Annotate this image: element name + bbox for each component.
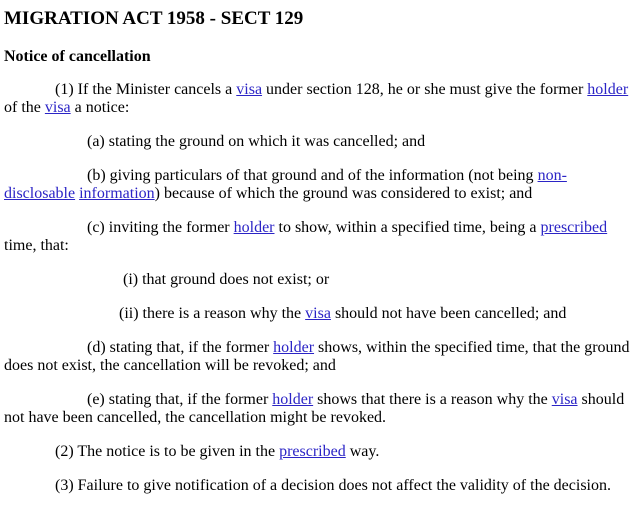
visa-link[interactable]: visa <box>551 391 578 408</box>
non-disclosable-link-part-1: non- <box>537 167 567 184</box>
non-disclosable-link-part-2: disclosable <box>4 185 76 202</box>
paragraph-c-text-b: to show, within a specified time, being a <box>274 219 541 236</box>
subsection-3-text: (3) Failure to give notification of a decision does not affect the validity of the decision. <box>55 477 611 494</box>
paragraph-e-text-c: should not have been cancelled, the cancellation might be revoked. <box>4 391 625 426</box>
visa-link[interactable]: visa <box>236 81 263 98</box>
prescribed-link[interactable]: prescribed <box>540 219 608 236</box>
subsection-1-text-c: of the <box>4 99 45 116</box>
subsection-3 <box>4 477 636 495</box>
subparagraph-c-ii-text-b: should not have been cancelled; and <box>330 305 567 322</box>
paragraph-b-text-a: (b) giving particulars of that ground and of the information (not being <box>87 167 538 184</box>
paragraph-d-text-a: (d) stating that, if the former <box>87 339 274 356</box>
paragraph-a <box>4 133 636 151</box>
visa-link[interactable]: visa <box>44 99 71 116</box>
information-link[interactable]: information <box>79 185 155 202</box>
paragraph-c <box>4 219 636 255</box>
subsection-1 <box>4 81 636 117</box>
subsection-2-text-b: way. <box>345 443 380 460</box>
subparagraph-c-i <box>4 271 636 289</box>
paragraph-b <box>4 167 636 203</box>
subparagraph-c-ii <box>4 305 636 323</box>
paragraph-b-text-c: ) because of which the ground was considered to exist; and <box>154 185 533 202</box>
paragraph-c-text-c: time, that: <box>4 237 69 254</box>
paragraph-a-text: (a) stating the ground on which it was cancelled; and <box>87 133 426 150</box>
page-title: MIGRATION ACT 1958 - SECT 129 <box>4 8 304 29</box>
subparagraph-c-i-text: (i) that ground does not exist; or <box>123 271 330 288</box>
visa-link[interactable]: visa <box>305 305 331 322</box>
subsection-2-text-a: (2) The notice is to be given in the <box>55 443 280 460</box>
holder-link[interactable]: holder <box>273 339 315 356</box>
subsection-1-text-a: (1) If the Minister cancels a <box>55 81 237 98</box>
subsection-1-text-b: under section 128, he or she must give the former <box>262 81 588 98</box>
paragraph-d-text-b: shows, within the specified time, that the ground does not exist, the cancellation will be revoked; and <box>4 339 630 374</box>
holder-link[interactable]: holder <box>272 391 314 408</box>
subsection-2 <box>4 443 636 461</box>
holder-link[interactable]: holder <box>233 219 275 236</box>
paragraph-e <box>4 391 636 427</box>
paragraph-e-text-b: shows that there is a reason why the <box>313 391 552 408</box>
section-heading: Notice of cancellation <box>4 48 151 65</box>
prescribed-link[interactable]: prescribed <box>279 443 346 460</box>
subsection-1-text-d: a notice: <box>70 99 130 116</box>
paragraph-e-text-a: (e) stating that, if the former <box>87 391 273 408</box>
paragraph-c-text-a: (c) inviting the former <box>87 219 234 236</box>
holder-link[interactable]: holder <box>587 81 629 98</box>
subparagraph-c-ii-text-a: (ii) there is a reason why the <box>119 305 306 322</box>
paragraph-d <box>4 339 636 375</box>
